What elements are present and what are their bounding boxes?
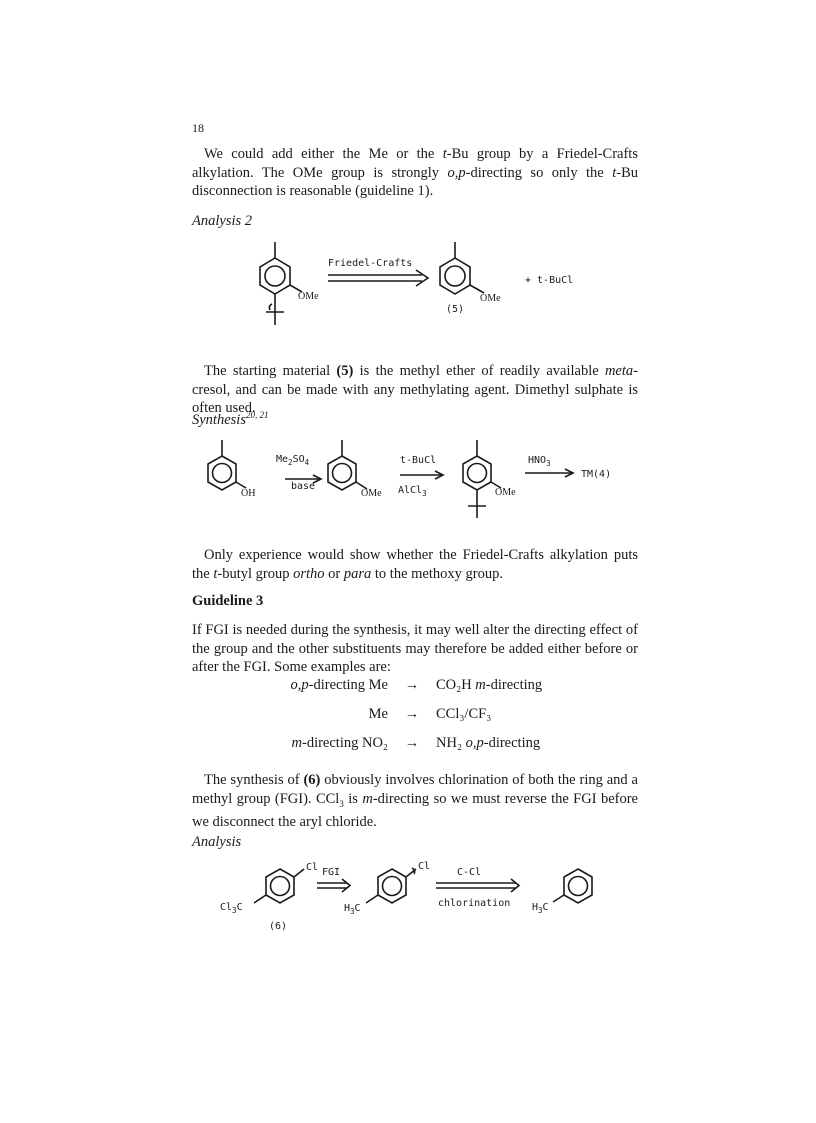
- starting-material-paragraph: The starting material (5) is the methyl ether of readily available meta-cresol, and can be made with any methylating agent. Dimethyl sulphate is often used.: [192, 363, 638, 416]
- examples-list: [192, 677, 638, 754]
- intro-paragraph: We could add either the Me or the t-Bu group by a Friedel-Crafts alkylation. The OMe group is strongly o,p-directing so only the t-Bu disconnection is reasonable (guideline 1).: [192, 146, 638, 199]
- ome-label-2: OMe: [495, 487, 516, 498]
- c-cl-label: C-Cl: [457, 867, 482, 878]
- methoxy-toluene-tbu-molecule: [260, 242, 302, 325]
- chlorination-arrow: [436, 879, 519, 892]
- ome-label-right: OMe: [480, 293, 501, 304]
- reagent2-top: t-BuCl: [400, 455, 437, 466]
- ome-label-left: OMe: [298, 291, 319, 302]
- page-number: 18: [192, 121, 204, 135]
- example-row: Me → CCl₃/CF₃: [368, 706, 492, 722]
- product-tm4: TM(4): [581, 469, 612, 480]
- fgi-label: FGI: [322, 867, 341, 878]
- compound-5-ref: (5): [446, 304, 465, 315]
- cl-label-a: Cl: [306, 862, 319, 873]
- reagent1-top: $Me_2SO_4$: [276, 454, 310, 467]
- ome-label-1: OMe: [361, 488, 382, 499]
- cl3c-label: $Cl_3C$: [220, 902, 243, 915]
- guideline-3-heading: Guideline 3: [192, 593, 264, 609]
- oh-label: OH: [241, 488, 256, 499]
- cl-label-b: Cl: [418, 861, 431, 872]
- analysis-2-heading: Analysis 2: [192, 213, 253, 229]
- friedel-crafts-label: Friedel-Crafts: [328, 258, 413, 269]
- chlorination-label: chlorination: [438, 898, 511, 909]
- chloro-toluene-molecule: [366, 868, 416, 903]
- example-row: m-directing NO₂ → NH₂ o,p-directing: [291, 735, 541, 751]
- synthesis-heading: Synthesis$^{20, 21}$: [192, 410, 269, 428]
- reagent3-top: $HNO_3$: [528, 455, 551, 468]
- compound-6-ref: (6): [269, 921, 288, 932]
- methyl-ether-molecule: [328, 440, 367, 490]
- tbu-methyl-ether-molecule: [463, 440, 501, 518]
- example-row: o,p-directing Me → CO₂H m-directing: [290, 677, 543, 693]
- retrosynthesis-arrow: [328, 270, 428, 286]
- analysis-2-scheme: [240, 232, 640, 342]
- synthesis-6-paragraph: The synthesis of (6) obviously involves chlorination of both the ring and a methyl group (FGI). CCl$_3$ is m-directing so we must reverse the FGI before we disconnect the aryl chloride.: [192, 772, 638, 830]
- chloro-trichloromethyl-benzene-molecule: [254, 869, 304, 903]
- analysis-heading: Analysis: [192, 834, 242, 850]
- toluene-molecule: [553, 869, 592, 903]
- methoxy-toluene-molecule: [440, 242, 484, 294]
- h3c-label-c: $H_3C$: [532, 902, 549, 915]
- tbucl-reagent: + t-BuCl: [525, 275, 574, 286]
- reagent1-bottom: base: [291, 481, 316, 492]
- reagent2-bottom: AlCl$_3$: [398, 485, 427, 498]
- fgi-arrow: [317, 879, 350, 892]
- h3c-label-b: $H_3C$: [344, 903, 361, 916]
- analysis-scheme: [192, 855, 612, 935]
- synthesis-scheme: [192, 432, 632, 544]
- fgi-paragraph: If FGI is needed during the synthesis, it may well alter the directing effect of the group and the other substituents may therefore be added either before or after the FGI. Some examples are:: [192, 622, 638, 675]
- m-cresol-molecule: [208, 440, 246, 490]
- experience-paragraph: Only experience would show whether the Friedel-Crafts alkylation puts the t-butyl group ortho or para to the methoxy group.: [192, 547, 638, 582]
